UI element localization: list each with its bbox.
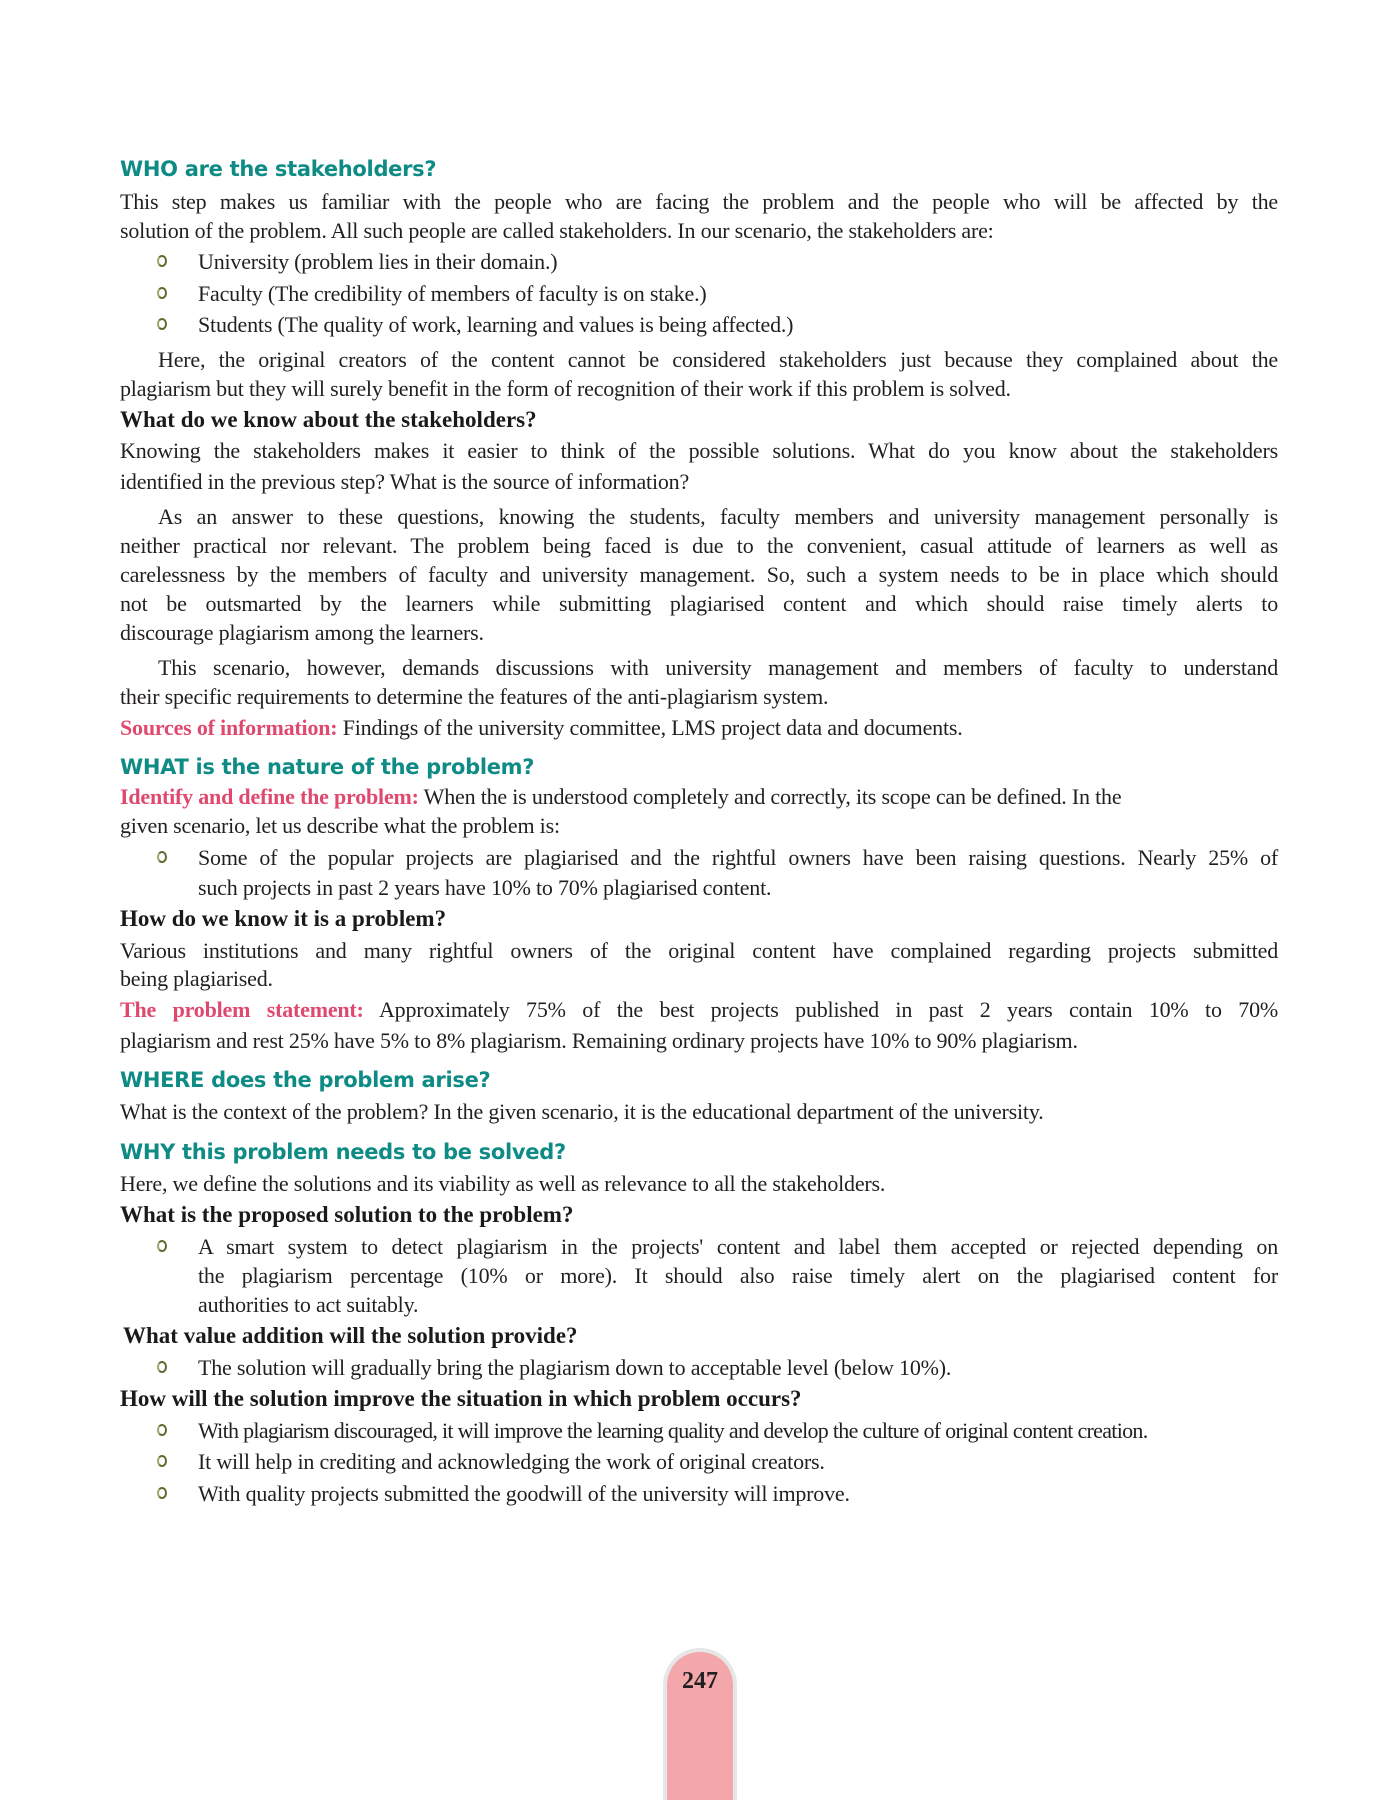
identify-text: When the is understood completely and correctly, its scope can be defined. In the bbox=[418, 784, 1122, 809]
heading-know-stakeholders: What do we know about the stakeholders? bbox=[120, 407, 537, 432]
where-text: What is the context of the problem? In the given scenario, it is the educational department of the university. bbox=[120, 1099, 1044, 1124]
who-intro-line: solution of the problem. All such people are called stakeholders. In our scenario, the stakeholders are: bbox=[120, 218, 994, 243]
circle-bullet-icon bbox=[157, 1361, 167, 1373]
identify-label: Identify and define the problem: bbox=[120, 784, 419, 809]
heading-value-addition: What value addition will the solution provide? bbox=[123, 1323, 578, 1348]
know-para-line: carelessness by the members of faculty and university management. So, such a system needs to be in place which should bbox=[120, 562, 1278, 587]
list-item-text: the plagiarism percentage (10% or more). It should also raise timely alert on the plagiarised content for bbox=[198, 1263, 1278, 1288]
identify-line-2: given scenario, let us describe what the problem is: bbox=[120, 813, 560, 838]
heading-who: WHO are the stakeholders? bbox=[120, 157, 437, 181]
heading-proposed-solution: What is the proposed solution to the problem? bbox=[120, 1202, 574, 1227]
circle-bullet-icon bbox=[157, 1424, 167, 1436]
list-item-text: authorities to act suitably. bbox=[198, 1292, 419, 1317]
sources-text: Findings of the university committee, LMS project data and documents. bbox=[337, 715, 963, 740]
statement-text: Approximately 75% of the best projects published in past 2 years contain 10% to 70% bbox=[363, 997, 1278, 1022]
know-para-line: their specific requirements to determine the features of the anti-plagiarism system. bbox=[120, 684, 829, 709]
list-item-text: such projects in past 2 years have 10% to 70% plagiarised content. bbox=[198, 875, 772, 900]
know-para-line: neither practical nor relevant. The problem being faced is due to the convenient, casual attitude of learners as well as bbox=[120, 533, 1278, 558]
list-item-text: Students (The quality of work, learning and values is being affected.) bbox=[198, 312, 794, 337]
identify-line bbox=[120, 783, 1278, 811]
circle-bullet-icon bbox=[157, 1240, 167, 1252]
who-intro-line: This step makes us familiar with the people who are facing the problem and the people who will be affected by the bbox=[120, 189, 1278, 214]
why-text: Here, we define the solutions and its viability as well as relevance to all the stakeholders. bbox=[120, 1171, 886, 1196]
page-number: 247 bbox=[682, 1668, 718, 1694]
heading-where: WHERE does the problem arise? bbox=[120, 1068, 491, 1092]
know-para-line: Knowing the stakeholders makes it easier to think of the possible solutions. What do you know about the stakeholders bbox=[120, 438, 1278, 463]
circle-bullet-icon bbox=[157, 1455, 167, 1467]
circle-bullet-icon bbox=[157, 255, 167, 267]
list-item-text: With plagiarism discouraged, it will improve the learning quality and develop the culture of original content creation. bbox=[198, 1418, 1148, 1443]
circle-bullet-icon bbox=[157, 318, 167, 330]
who-note-line: Here, the original creators of the content cannot be considered stakeholders just because they complained about the bbox=[158, 347, 1278, 372]
list-item-text: Some of the popular projects are plagiarised and the rightful owners have been raising questions. Nearly 25% of bbox=[198, 845, 1278, 870]
sources-line bbox=[120, 714, 1278, 742]
list-item-text: A smart system to detect plagiarism in the projects' content and label them accepted or rejected depending on bbox=[198, 1234, 1278, 1259]
list-item-text: It will help in crediting and acknowledging the work of original creators. bbox=[198, 1449, 825, 1474]
heading-how-know: How do we know it is a problem? bbox=[120, 906, 447, 931]
circle-bullet-icon bbox=[157, 1487, 167, 1499]
know-para-line: discourage plagiarism among the learners. bbox=[120, 620, 484, 645]
list-item-text: Faculty (The credibility of members of faculty is on stake.) bbox=[198, 281, 707, 306]
heading-what: WHAT is the nature of the problem? bbox=[120, 755, 535, 779]
statement-label: The problem statement: bbox=[120, 997, 364, 1022]
page-number-tab bbox=[663, 1648, 737, 1800]
who-note-line: plagiarism but they will surely benefit in the form of recognition of their work if this problem is solved. bbox=[120, 376, 1011, 401]
list-item-text: The solution will gradually bring the plagiarism down to acceptable level (below 10%). bbox=[198, 1355, 952, 1380]
list-item-text: University (problem lies in their domain.) bbox=[198, 249, 558, 274]
know-para-line: identified in the previous step? What is the source of information? bbox=[120, 469, 690, 494]
statement-line bbox=[120, 996, 1278, 1024]
know-para-line: not be outsmarted by the learners while submitting plagiarised content and which should raise timely alerts to bbox=[120, 591, 1278, 616]
list-item-text: With quality projects submitted the goodwill of the university will improve. bbox=[198, 1481, 850, 1506]
know-para-line: This scenario, however, demands discussions with university management and members of faculty to understand bbox=[158, 655, 1278, 680]
how-text-line: being plagiarised. bbox=[120, 966, 273, 991]
sources-label: Sources of information: bbox=[120, 715, 338, 740]
circle-bullet-icon bbox=[157, 287, 167, 299]
how-text-line: Various institutions and many rightful owners of the original content have complained regarding projects submitted bbox=[120, 938, 1278, 963]
know-para-line: As an answer to these questions, knowing the students, faculty members and university management personally is bbox=[158, 504, 1278, 529]
heading-improve-situation: How will the solution improve the situation in which problem occurs? bbox=[120, 1386, 802, 1411]
heading-why: WHY this problem needs to be solved? bbox=[120, 1140, 566, 1164]
statement-line-2: plagiarism and rest 25% have 5% to 8% plagiarism. Remaining ordinary projects have 10% to 90% plagiarism. bbox=[120, 1028, 1078, 1053]
circle-bullet-icon bbox=[157, 851, 167, 863]
